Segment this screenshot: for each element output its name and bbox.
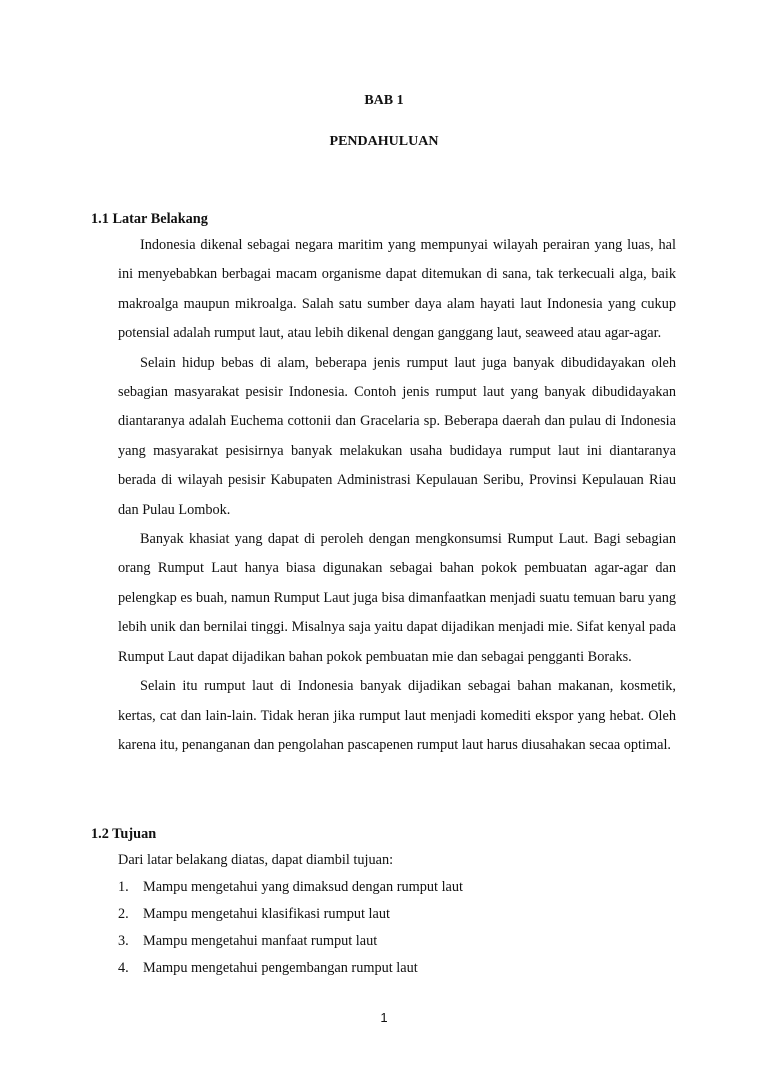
- section-heading-goals: 1.2 Tujuan: [91, 826, 157, 842]
- paragraph: Selain hidup bebas di alam, beberapa jenis rumput laut juga banyak dibudidayakan oleh sebagian masyarakat pesisir Indonesia. Contoh jenis rumput laut yang banyak dibudidayakan diantaranya adalah Euchema cottonii dan Gracelaria sp. Beberapa daerah dan pulau di Indonesia yang masyarakat pesisirnya banyak melakukan usaha budidaya rumput laut ini diantaranya berada di wilayah pesisir Kabupaten Administrasi Kepulauan Seribu, Provinsi Kepulauan Riau dan Pulau Lombok.: [118, 354, 676, 518]
- list-text: Mampu mengetahui klasifikasi rumput laut: [143, 906, 390, 922]
- list-text: Mampu mengetahui pengembangan rumput laut: [143, 960, 418, 976]
- paragraph: Banyak khasiat yang dapat di peroleh dengan mengkonsumsi Rumput Laut. Bagi sebagian orang Rumput Laut hanya biasa digunakan sebagai bahan pokok pembuatan agar-agar dan pelengkap es buah, namun Rumput Laut juga bisa dimanfaatkan menjadi suatu temuan baru yang lebih unik dan bernilai tinggi. Misalnya saja yaitu dapat dijadikan menjadi mie. Sifat kenyal pada Rumput Laut dapat dijadikan bahan pokok pembuatan mie dan sebagai pengganti Boraks.: [118, 531, 676, 665]
- goals-intro: Dari latar belakang diatas, dapat diambil tujuan:: [118, 852, 394, 868]
- chapter-title: PENDAHULUAN: [329, 134, 439, 149]
- paragraph: Selain itu rumput laut di Indonesia banyak dijadikan sebagai bahan makanan, kosmetik, kertas, cat dan lain-lain. Tidak heran jika rumput laut menjadi komediti ekspor yang hebat. Oleh karena itu, penanganan dan pengolahan pascapenen rumput laut harus diusahakan secaa optimal.: [118, 678, 676, 753]
- section-heading-background: 1.1 Latar Belakang: [91, 211, 208, 227]
- list-text: Mampu mengetahui manfaat rumput laut: [143, 933, 378, 949]
- background-section-body: [118, 231, 676, 760]
- chapter-number: BAB 1: [364, 93, 404, 108]
- list-item: [118, 874, 463, 901]
- list-item: [118, 955, 463, 982]
- paragraph: Indonesia dikenal sebagai negara maritim yang mempunyai wilayah perairan yang luas, hal ini menyebabkan berbagai macam organisme dapat ditemukan di sana, tak terkecuali alga, baik makroalga maupun mikroalga. Salah satu sumber daya alam hayati laut Indonesia yang cukup potensial adalah rumput laut, atau lebih dikenal dengan ganggang laut, seaweed atau agar-agar.: [118, 237, 676, 342]
- list-text: Mampu mengetahui yang dimaksud dengan rumput laut: [143, 879, 464, 895]
- list-number: 3.: [118, 933, 129, 949]
- list-item: [118, 928, 463, 955]
- goals-list: [118, 874, 463, 982]
- list-item: [118, 901, 463, 928]
- page-number: 1: [380, 1010, 388, 1025]
- list-number: 2.: [118, 906, 129, 922]
- list-number: 4.: [118, 960, 129, 976]
- list-number: 1.: [118, 879, 129, 895]
